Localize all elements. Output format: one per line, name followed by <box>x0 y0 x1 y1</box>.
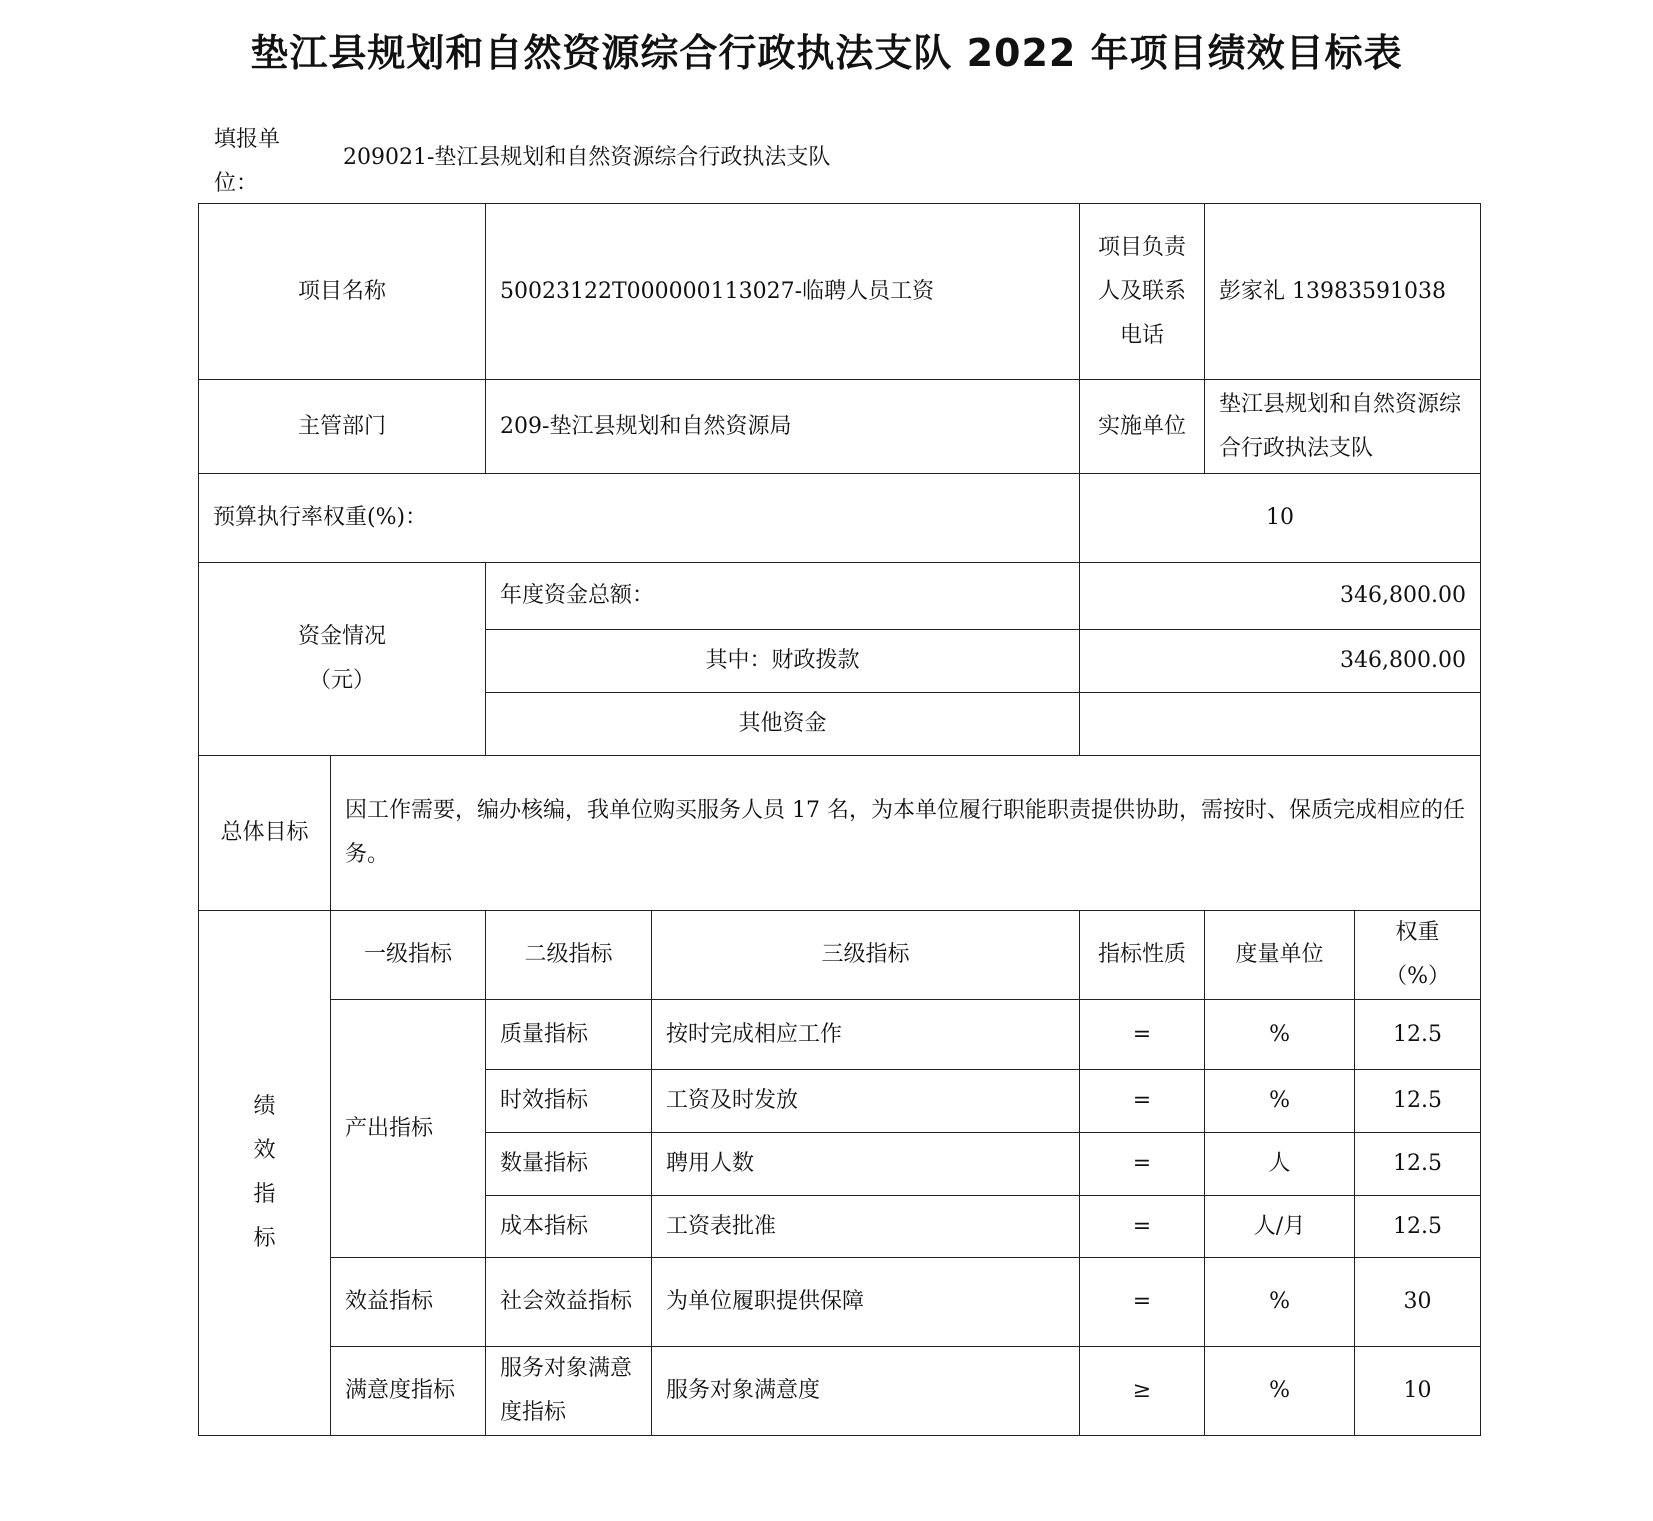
indicator-section-label <box>199 911 331 1436</box>
level2-cell: 时效指标 <box>486 1070 652 1133</box>
nature-cell: = <box>1080 1196 1205 1258</box>
unit-cell: % <box>1205 1258 1355 1347</box>
indicator-row <box>199 1258 1481 1347</box>
level3-cell: 聘用人数 <box>652 1133 1080 1196</box>
funds-fiscal-label: 其中：财政拨款 <box>486 630 1080 693</box>
header-level2: 二级指标 <box>486 911 652 1000</box>
budget-weight-value: 10 <box>1080 474 1481 563</box>
project-name-row <box>199 204 1481 380</box>
level2-cell: 服务对象满意度指标 <box>486 1347 652 1436</box>
weight-cell: 12.5 <box>1355 1070 1481 1133</box>
impl-unit-label: 实施单位 <box>1080 380 1205 474</box>
nature-cell: = <box>1080 1070 1205 1133</box>
level3-cell: 服务对象满意度 <box>652 1347 1080 1436</box>
fill-unit-value: 209021-垫江县规划和自然资源综合行政执法支队 <box>343 145 831 170</box>
level2-cell: 质量指标 <box>486 1000 652 1070</box>
funds-total-label: 年度资金总额： <box>486 563 1080 630</box>
funds-other-value <box>1080 693 1481 756</box>
dept-value: 209-垫江县规划和自然资源局 <box>486 380 1080 474</box>
goal-text: 因工作需要，编办核编，我单位购买服务人员 17 名，为本单位履行职能职责提供协助，需按时、保质完成相应的任务。 <box>331 756 1481 911</box>
level1-benefit: 效益指标 <box>331 1258 486 1347</box>
header-nature: 指标性质 <box>1080 911 1205 1000</box>
header-level1: 一级指标 <box>331 911 486 1000</box>
header-unit: 度量单位 <box>1205 911 1355 1000</box>
indicator-row <box>199 1347 1481 1436</box>
level3-cell: 为单位履职提供保障 <box>652 1258 1080 1347</box>
unit-cell: 人/月 <box>1205 1196 1355 1258</box>
header-level3: 三级指标 <box>652 911 1080 1000</box>
level3-cell: 工资及时发放 <box>652 1070 1080 1133</box>
goal-row <box>199 756 1481 911</box>
funds-label <box>199 563 486 756</box>
unit-cell: % <box>1205 1347 1355 1436</box>
level3-cell: 按时完成相应工作 <box>652 1000 1080 1070</box>
project-name-value: 50023122T000000113027-临聘人员工资 <box>486 204 1080 380</box>
nature-cell: = <box>1080 1258 1205 1347</box>
level1-satisfaction: 满意度指标 <box>331 1347 486 1436</box>
level2-cell: 社会效益指标 <box>486 1258 652 1347</box>
page-title: 垫江县规划和自然资源综合行政执法支队 2022 年项目绩效目标表 <box>250 31 1403 75</box>
project-contact-label: 项目负责人及联系电话 <box>1080 204 1205 380</box>
indicator-section-label-text: 绩效指标 <box>253 1094 276 1251</box>
nature-cell: = <box>1080 1000 1205 1070</box>
project-contact-value: 彭家礼 13983591038 <box>1205 204 1481 380</box>
level2-cell: 成本指标 <box>486 1196 652 1258</box>
level3-cell: 工资表批准 <box>652 1196 1080 1258</box>
funds-other-label: 其他资金 <box>486 693 1080 756</box>
nature-cell: = <box>1080 1133 1205 1196</box>
weight-cell: 12.5 <box>1355 1000 1481 1070</box>
budget-weight-label: 预算执行率权重(%)： <box>199 474 1080 563</box>
weight-cell: 12.5 <box>1355 1196 1481 1258</box>
header-weight: 权重（%） <box>1355 911 1481 1000</box>
indicator-header-row <box>199 911 1481 1000</box>
funds-total-value: 346,800.00 <box>1080 563 1481 630</box>
nature-cell: ≥ <box>1080 1347 1205 1436</box>
weight-cell: 12.5 <box>1355 1133 1481 1196</box>
unit-cell: % <box>1205 1070 1355 1133</box>
dept-label: 主管部门 <box>199 380 486 474</box>
funds-label-text: 资金情况（元） <box>297 624 386 693</box>
weight-cell: 30 <box>1355 1258 1481 1347</box>
level1-output: 产出指标 <box>331 1000 486 1258</box>
budget-weight-row <box>199 474 1481 563</box>
weight-cell: 10 <box>1355 1347 1481 1436</box>
funds-total-row <box>199 563 1481 630</box>
department-row <box>199 380 1481 474</box>
funds-fiscal-value: 346,800.00 <box>1080 630 1481 693</box>
impl-unit-value: 垫江县规划和自然资源综合行政执法支队 <box>1205 380 1481 474</box>
goal-label: 总体目标 <box>199 756 331 911</box>
project-name-label: 项目名称 <box>199 204 486 380</box>
fill-unit-label: 填报单位： <box>214 127 281 196</box>
level2-cell: 数量指标 <box>486 1133 652 1196</box>
performance-table <box>198 203 1481 1436</box>
unit-cell: % <box>1205 1000 1355 1070</box>
unit-cell: 人 <box>1205 1133 1355 1196</box>
indicator-row <box>199 1000 1481 1070</box>
